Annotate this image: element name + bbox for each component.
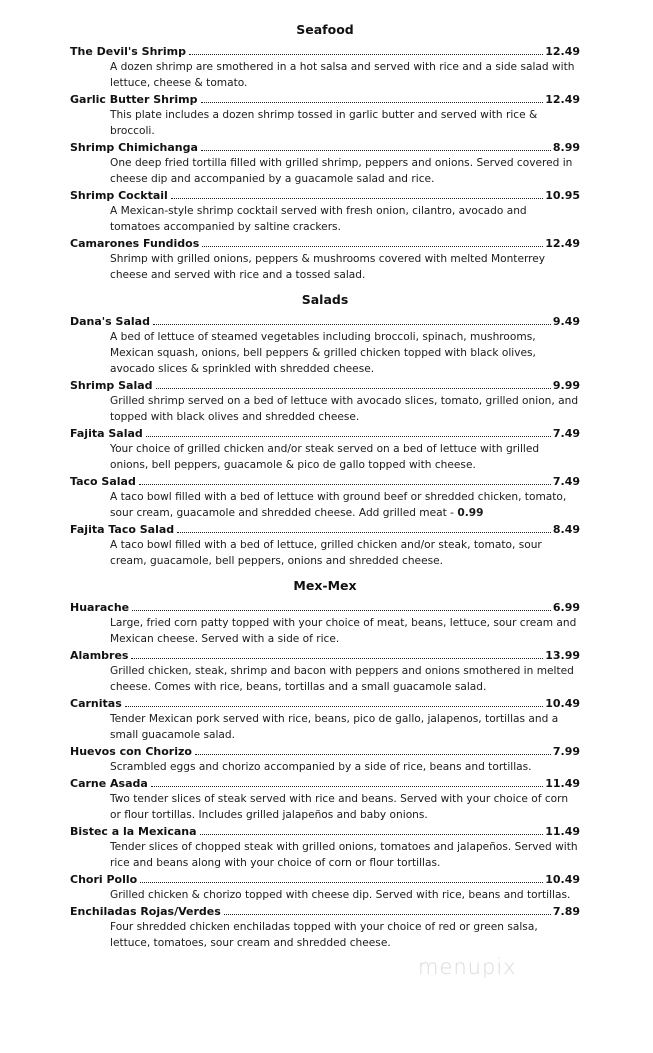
section-seafood bbox=[70, 22, 580, 283]
menu-item bbox=[70, 600, 580, 647]
menu-page bbox=[70, 22, 580, 960]
dot-leader bbox=[156, 388, 551, 389]
menu-item bbox=[70, 872, 580, 903]
dot-leader bbox=[201, 102, 544, 103]
item-name: Bistec a la Mexicana bbox=[70, 825, 197, 838]
item-name: Dana's Salad bbox=[70, 315, 150, 328]
menu-item bbox=[70, 648, 580, 695]
item-name: Taco Salad bbox=[70, 475, 136, 488]
dot-leader bbox=[125, 706, 543, 707]
dot-leader bbox=[195, 754, 551, 755]
menu-item bbox=[70, 140, 580, 187]
item-description: Tender Mexican pork served with rice, beans, pico de gallo, jalapenos, tortillas and a small guacamole salad. bbox=[110, 713, 559, 741]
menu-item bbox=[70, 236, 580, 283]
menu-item bbox=[70, 378, 580, 425]
item-price: 12.49 bbox=[545, 237, 580, 250]
menu-item bbox=[70, 744, 580, 775]
item-description: Scrambled eggs and chorizo accompanied by a side of rice, beans and tortillas. bbox=[110, 761, 532, 773]
item-name: Carne Asada bbox=[70, 777, 148, 790]
item-description: Large, fried corn patty topped with your choice of meat, beans, lettuce, sour cream and Mexican cheese. Served with a side of rice. bbox=[110, 617, 577, 645]
section-title: Salads bbox=[301, 292, 349, 307]
item-price: 7.49 bbox=[552, 427, 580, 440]
item-description bbox=[110, 489, 580, 521]
item-price: 11.49 bbox=[545, 825, 580, 838]
dot-leader bbox=[153, 324, 551, 325]
item-price: 7.99 bbox=[552, 745, 580, 758]
item-description: Four shredded chicken enchiladas topped with your choice of red or green salsa, lettuce, tomatoes, sour cream and shredded cheese. bbox=[110, 921, 538, 949]
item-name: Carnitas bbox=[70, 697, 122, 710]
dot-leader bbox=[131, 658, 543, 659]
menu-item bbox=[70, 92, 580, 139]
dot-leader bbox=[224, 914, 551, 915]
item-description: A bed of lettuce of steamed vegetables including broccoli, spinach, mushrooms, Mexican squash, onions, bell peppers & grilled chicken topped with black olives, avocado slices & sprinkled with shredded cheese. bbox=[110, 331, 536, 375]
item-price: 9.99 bbox=[552, 379, 580, 392]
menupix-watermark: menupix bbox=[418, 955, 517, 979]
item-name: The Devil's Shrimp bbox=[70, 45, 186, 58]
item-name: Chori Pollo bbox=[70, 873, 138, 886]
item-price: 10.49 bbox=[545, 697, 580, 710]
dot-leader bbox=[201, 150, 551, 151]
menu-item bbox=[70, 522, 580, 569]
section-mex-mex bbox=[70, 578, 580, 951]
item-name: Fajita Taco Salad bbox=[70, 523, 175, 536]
item-description: Your choice of grilled chicken and/or steak served on a bed of lettuce with grilled onions, bell peppers, guacamole & pico de gallo topped with cheese. bbox=[110, 443, 540, 471]
item-description: One deep fried tortilla filled with grilled shrimp, peppers and onions. Served covered in cheese dip and accompanied by a guacamole salad and rice. bbox=[110, 157, 573, 185]
menu-item bbox=[70, 44, 580, 91]
section-salads bbox=[70, 292, 580, 569]
menu-item bbox=[70, 426, 580, 473]
menu-item bbox=[70, 776, 580, 823]
item-name: Camarones Fundidos bbox=[70, 237, 200, 250]
item-price: 10.49 bbox=[545, 873, 580, 886]
dot-leader bbox=[146, 436, 551, 437]
item-name: Alambres bbox=[70, 649, 129, 662]
section-title: Mex-Mex bbox=[293, 578, 357, 593]
menu-item bbox=[70, 474, 580, 521]
item-price: 6.99 bbox=[552, 601, 580, 614]
item-price: 8.49 bbox=[552, 523, 580, 536]
item-description: Two tender slices of steak served with rice and beans. Served with your choice of corn or flour tortillas. Includes grilled jalapeños and baby onions. bbox=[110, 793, 569, 821]
dot-leader bbox=[151, 786, 543, 787]
dot-leader bbox=[139, 484, 551, 485]
dot-leader bbox=[202, 246, 543, 247]
menu-item bbox=[70, 824, 580, 871]
dot-leader bbox=[189, 54, 543, 55]
item-price: 12.49 bbox=[545, 93, 580, 106]
item-description-text: A taco bowl filled with a bed of lettuce with ground beef or shredded chicken, tomato, sour cream, guacamole and shredded cheese. Add grilled meat - bbox=[110, 491, 567, 519]
item-description: Tender slices of chopped steak with grilled onions, tomatoes and jalapeños. Served with rice and beans along with your choice of corn or flour tortillas. bbox=[110, 841, 578, 869]
item-price: 9.49 bbox=[552, 315, 580, 328]
item-price: 13.99 bbox=[545, 649, 580, 662]
section-title: Seafood bbox=[296, 22, 354, 37]
item-price: 7.49 bbox=[552, 475, 580, 488]
menu-item bbox=[70, 188, 580, 235]
item-price: 8.99 bbox=[552, 141, 580, 154]
item-description: Grilled chicken & chorizo topped with cheese dip. Served with rice, beans and tortillas. bbox=[110, 889, 571, 901]
item-name: Huarache bbox=[70, 601, 130, 614]
item-name: Shrimp Cocktail bbox=[70, 189, 168, 202]
item-price: 12.49 bbox=[545, 45, 580, 58]
item-name: Fajita Salad bbox=[70, 427, 143, 440]
dot-leader bbox=[177, 532, 551, 533]
menu-item bbox=[70, 314, 580, 377]
dot-leader bbox=[200, 834, 544, 835]
item-name: Huevos con Chorizo bbox=[70, 745, 192, 758]
dot-leader bbox=[132, 610, 551, 611]
item-description: A taco bowl filled with a bed of lettuce, grilled chicken and/or steak, tomato, sour cream, guacamole, bell peppers, onions and shredded cheese. bbox=[110, 539, 542, 567]
item-name: Garlic Butter Shrimp bbox=[70, 93, 198, 106]
item-description: Shrimp with grilled onions, peppers & mushrooms covered with melted Monterrey cheese and served with rice and a tossed salad. bbox=[110, 253, 546, 281]
item-price: 10.95 bbox=[545, 189, 580, 202]
dot-leader bbox=[140, 882, 543, 883]
item-description: A Mexican-style shrimp cocktail served with fresh onion, cilantro, avocado and tomatoes accompanied by saltine crackers. bbox=[110, 205, 527, 233]
item-description: Grilled shrimp served on a bed of lettuce with avocado slices, tomato, grilled onion, and topped with black olives and shredded cheese. bbox=[110, 395, 579, 423]
menu-item bbox=[70, 696, 580, 743]
item-name: Enchiladas Rojas/Verdes bbox=[70, 905, 221, 918]
item-name: Shrimp Chimichanga bbox=[70, 141, 198, 154]
item-price: 11.49 bbox=[545, 777, 580, 790]
add-meat-price: 0.99 bbox=[457, 507, 484, 519]
item-description: Grilled chicken, steak, shrimp and bacon with peppers and onions smothered in melted cheese. Comes with rice, beans, tortillas and a small guacamole salad. bbox=[110, 665, 574, 693]
item-price: 7.89 bbox=[552, 905, 580, 918]
menu-item bbox=[70, 904, 580, 951]
item-description: This plate includes a dozen shrimp tossed in garlic butter and served with rice & broccoli. bbox=[110, 109, 538, 137]
item-name: Shrimp Salad bbox=[70, 379, 153, 392]
item-description: A dozen shrimp are smothered in a hot salsa and served with rice and a side salad with lettuce, cheese & tomato. bbox=[110, 61, 575, 89]
dot-leader bbox=[171, 198, 543, 199]
